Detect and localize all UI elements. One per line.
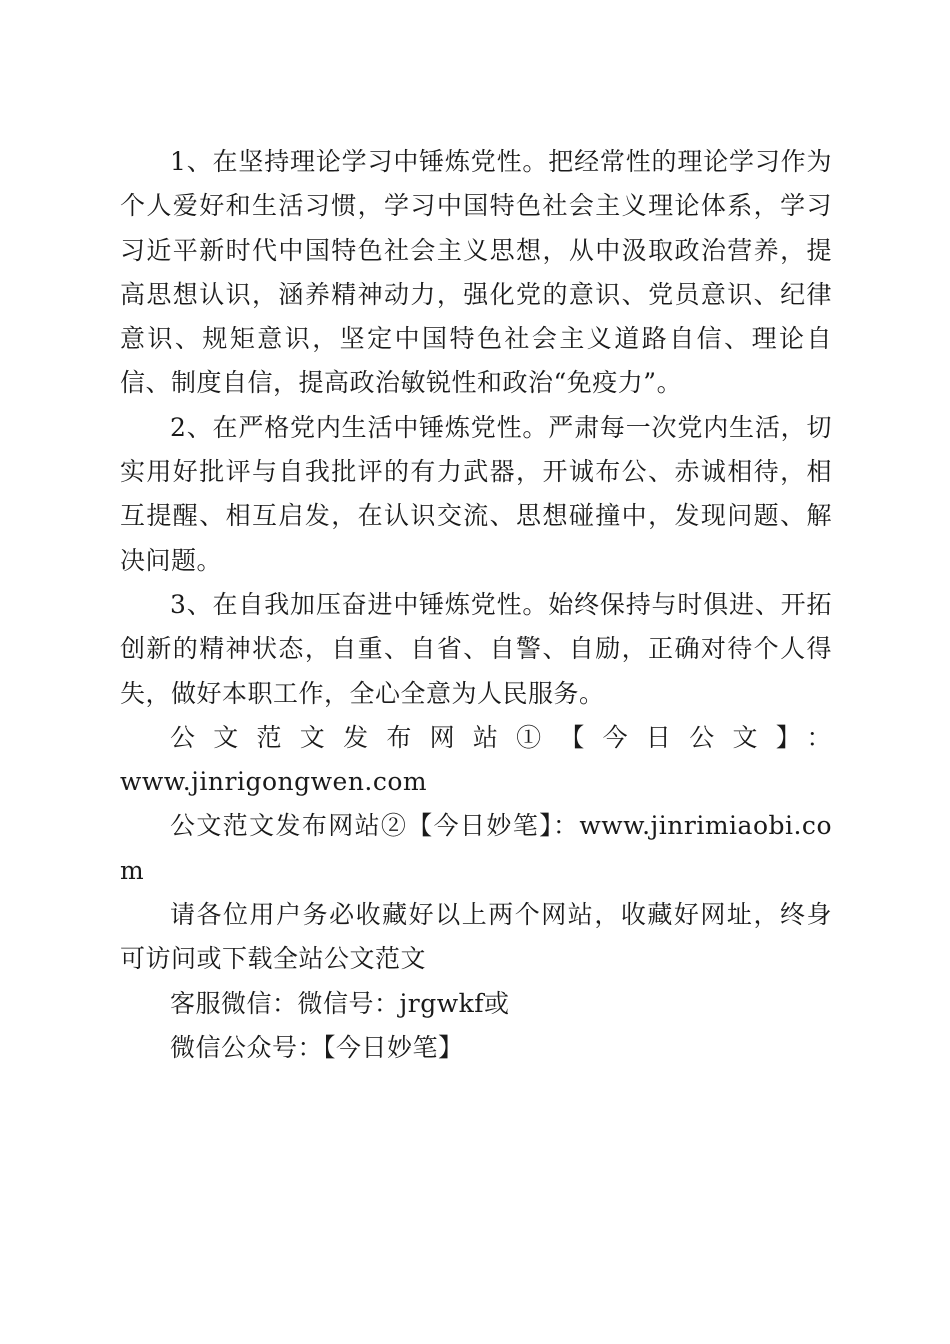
paragraph-1: 1、在坚持理论学习中锤炼党性。把经常性的理论学习作为个人爱好和生活习惯，学习中国特色社会主义理论体系，学习习近平新时代中国特色社会主义思想，从中汲取政治营养，提高思想认识，涵养精神动力，强化党的意识、党员意识、纪律意识、规矩意识，坚定中国特色社会主义道路自信、理论自信、制度自信，提高政治敏锐性和政治“免疫力”。 [120, 147, 832, 398]
site1-label: 公文范文发布网站①【今日公文】： [170, 722, 832, 752]
official-account: 微信公众号：【今日妙笔】 [170, 1032, 464, 1062]
service-wechat: 客服微信：微信号：jrgwkf或 [170, 988, 510, 1018]
bookmark-notice: 请各位用户务必收藏好以上两个网站，收藏好网址，终身可访问或下载全站公文范文 [120, 900, 832, 974]
site2-line: 公文范文发布网站②【今日妙笔】：www.jinrimiaobi.com [120, 811, 832, 885]
site1-url: www.jinrigongwen.com [120, 767, 428, 797]
paragraph-3: 3、在自我加压奋进中锤炼党性。始终保持与时俱进、开拓创新的精神状态，自重、自省、自警、自励，正确对待个人得失，做好本职工作，全心全意为人民服务。 [120, 589, 832, 708]
document-body [120, 140, 832, 1070]
paragraph-2: 2、在严格党内生活中锤炼党性。严肃每一次党内生活，切实用好批评与自我批评的有力武器，开诚布公、赤诚相待，相互提醒、相互启发，在认识交流、思想碰撞中，发现问题、解决问题。 [120, 412, 832, 575]
